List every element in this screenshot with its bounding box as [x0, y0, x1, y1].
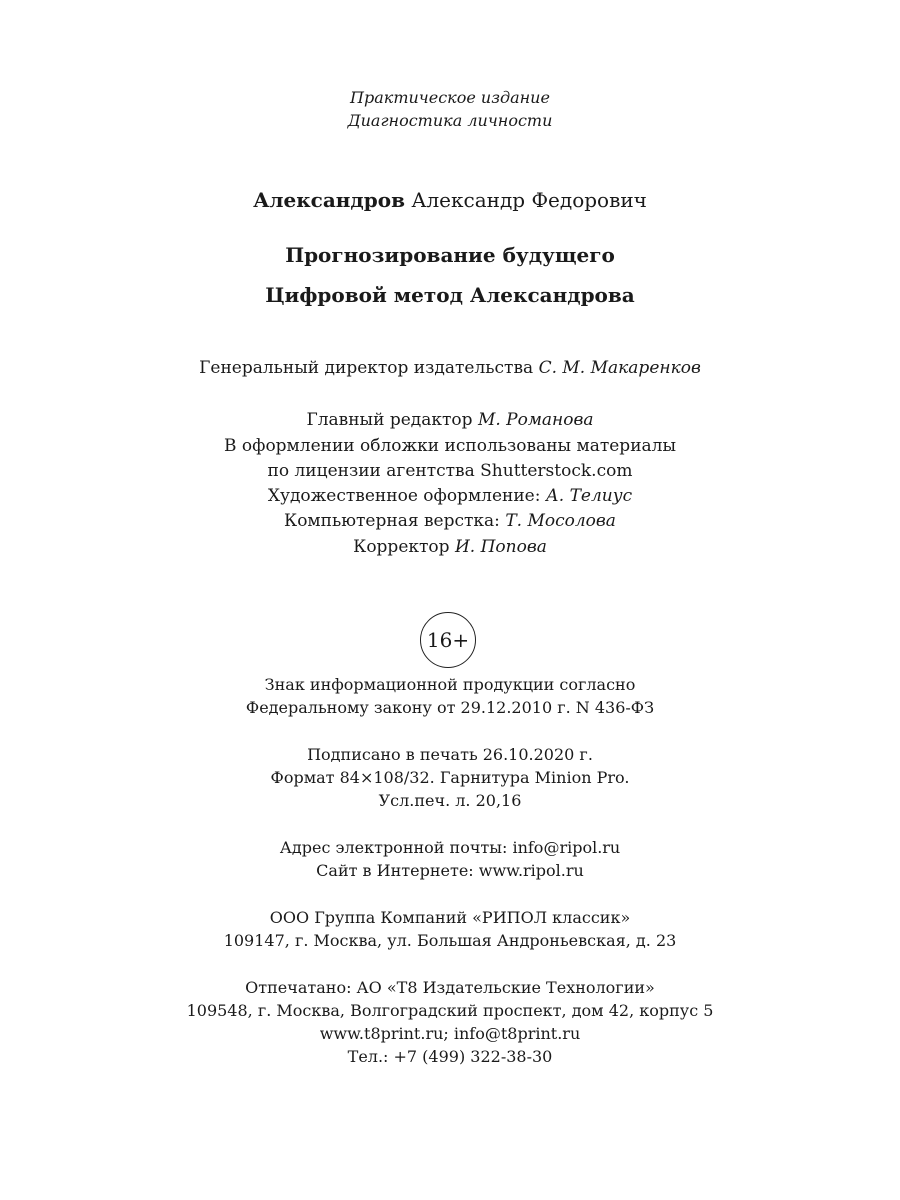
series-line-2: Диагностика личности	[347, 111, 553, 130]
printer-line-1: Отпечатано: АО «Т8 Издательские Технологии»	[245, 978, 655, 997]
art-design-credit	[0, 486, 900, 506]
age-notice-line-2: Федеральному закону от 29.12.2010 г. N 436-ФЗ	[245, 698, 655, 717]
print-info-line-3: Усл.печ. л. 20,16	[378, 791, 522, 810]
cover-credit-line-2: по лицензии агентства Shutterstock.com	[267, 461, 633, 481]
layout-name: Т. Мосолова	[505, 511, 616, 531]
proofreader-credit	[0, 537, 900, 557]
general-director-name: С. М. Макаренков	[538, 358, 701, 378]
email-line: Адрес электронной почты: info@ripol.ru	[279, 838, 621, 857]
printer-phone-line: Тел.: +7 (499) 322-38-30	[347, 1047, 553, 1066]
chief-editor-name: М. Романова	[477, 410, 594, 430]
publisher-line-1: ООО Группа Компаний «РИПОЛ классик»	[269, 908, 631, 927]
author-given-name: Александр Федорович	[411, 188, 647, 212]
printer-line-3: www.t8print.ru; info@t8print.ru	[319, 1024, 581, 1043]
chief-editor-credit	[0, 410, 900, 430]
general-director-role: Генеральный директор издательства	[199, 358, 534, 378]
chief-editor-role: Главный редактор	[306, 410, 473, 430]
author-surname: Александров	[253, 188, 405, 212]
age-notice-line-1: Знак информационной продукции согласно	[264, 675, 636, 694]
art-design-name: А. Телиус	[545, 486, 633, 506]
print-info-line-1: Подписано в печать 26.10.2020 г.	[307, 745, 593, 764]
layout-role: Компьютерная верстка:	[284, 511, 500, 531]
series-line-1: Практическое издание	[350, 88, 550, 107]
proofreader-role: Корректор	[353, 537, 450, 557]
proofreader-name: И. Попова	[454, 537, 547, 557]
layout-credit	[0, 511, 900, 531]
print-info-line-2: Формат 84×108/32. Гарнитура Minion Pro.	[270, 768, 630, 787]
author-name	[0, 188, 900, 212]
art-design-role: Художественное оформление:	[267, 486, 541, 506]
website-line: Сайт в Интернете: www.ripol.ru	[316, 861, 584, 880]
age-rating-badge: 16+	[420, 612, 476, 668]
book-title-line-2: Цифровой метод Александрова	[265, 283, 635, 307]
cover-credit-line-1: В оформлении обложки использованы материалы	[224, 436, 676, 456]
book-title-line-1: Прогнозирование будущего	[285, 243, 615, 267]
general-director-credit	[0, 358, 900, 378]
publisher-line-2: 109147, г. Москва, ул. Большая Андроньевская, д. 23	[223, 931, 677, 950]
printer-line-2: 109548, г. Москва, Волгоградский проспект, дом 42, корпус 5	[186, 1001, 714, 1020]
